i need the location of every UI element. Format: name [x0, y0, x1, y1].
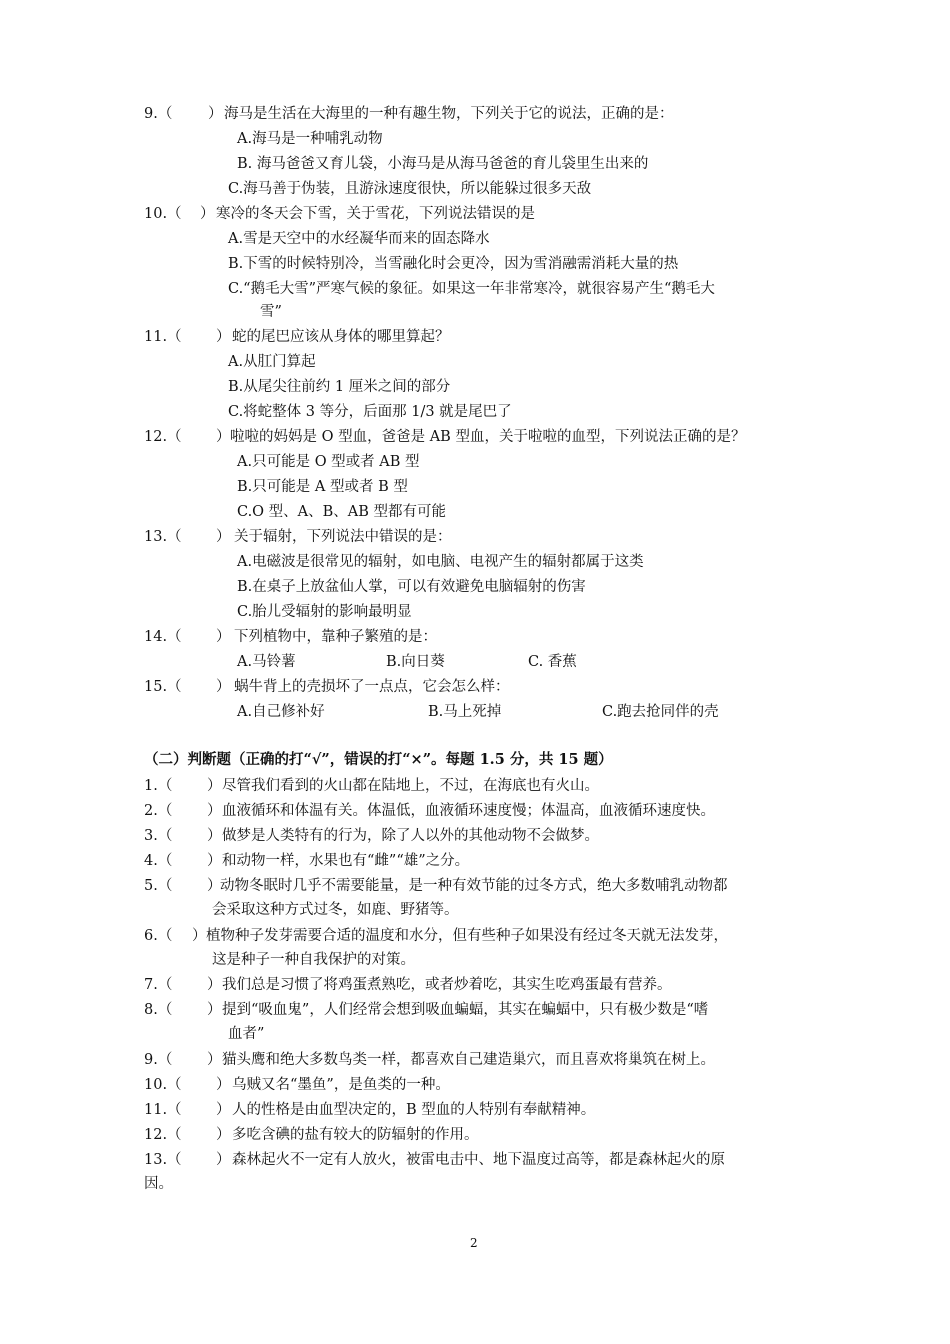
tf-q7-text: 我们总是习惯了将鸡蛋煮熟吃，或者炒着吃，其实生吃鸡蛋最有营养。 [222, 977, 672, 993]
mc-q10-answer-paren[interactable]: ） [200, 206, 215, 222]
mc-q14-stem: 下列植物中，靠种子繁殖的是： [234, 629, 437, 645]
mc-q10-number: 10.（ [144, 206, 182, 222]
tf-q6-text: 植物种子发芽需要合适的温度和水分，但有些种子如果没有经过冬天就无法发芽， [206, 928, 728, 944]
tf-q6-answer-paren[interactable]: ） [192, 928, 207, 944]
tf-q9-answer-paren[interactable]: ） [207, 1052, 222, 1068]
tf-q9-number: 9.（ [144, 1052, 173, 1068]
mc-q11-option-c: C.将蛇整体 3 等分，后面那 1/3 就是尾巴了 [228, 404, 512, 420]
mc-q14-option-b: B.向日葵 [386, 654, 445, 670]
mc-q14-answer-paren[interactable]: ） [216, 629, 231, 645]
mc-q11-option-b: B.从尾尖往前约 1 厘米之间的部分 [228, 379, 451, 395]
tf-q12-number: 12.（ [144, 1127, 182, 1143]
tf-q13-answer-paren[interactable]: ） [216, 1152, 231, 1168]
mc-q14-option-c: C. 香蕉 [528, 654, 577, 670]
mc-q10-option-c: C.“鹅毛大雪”严寒气候的象征。如果这一年非常寒冷，就很容易产生“鹅毛大 [228, 281, 715, 297]
tf-q11-answer-paren[interactable]: ） [216, 1102, 231, 1118]
tf-q10-answer-paren[interactable]: ） [216, 1077, 231, 1093]
tf-q11-text: 人的性格是由血型决定的，B 型血的人特别有奉献精神。 [232, 1102, 596, 1118]
mc-q11-answer-paren[interactable]: ） [216, 329, 231, 345]
mc-q9-option-c: C.海马善于伪装，且游泳速度很快，所以能躲过很多天敌 [228, 181, 592, 197]
tf-q6-text-cont: 这是种子一种自我保护的对策。 [212, 952, 415, 968]
mc-q15-number: 15.（ [144, 679, 182, 695]
tf-q9-text: 猫头鹰和绝大多数鸟类一样，都喜欢自己建造巢穴，而且喜欢将巢筑在树上。 [222, 1052, 715, 1068]
tf-q11-number: 11.（ [144, 1102, 182, 1118]
tf-q2-number: 2.（ [144, 803, 173, 819]
tf-q3-number: 3.（ [144, 828, 173, 844]
tf-q5-answer-paren[interactable]: ） [207, 878, 222, 894]
tf-q10-number: 10.（ [144, 1077, 182, 1093]
tf-q7-answer-paren[interactable]: ） [207, 977, 222, 993]
tf-q1-text: 尽管我们看到的火山都在陆地上，不过，在海底也有火山。 [222, 778, 599, 794]
mc-q9-option-b: B. 海马爸爸又育儿袋，小海马是从海马爸爸的育儿袋里生出来的 [237, 156, 649, 172]
mc-q14-number: 14.（ [144, 629, 182, 645]
mc-q13-option-b: B.在桌子上放盆仙人掌，可以有效避免电脑辐射的伤害 [237, 579, 586, 595]
mc-q11-number: 11.（ [144, 329, 182, 345]
mc-q10-option-a: A.雪是天空中的水经凝华而来的固态降水 [228, 231, 490, 247]
tf-q5-text-cont: 会采取这种方式过冬，如鹿、野猪等。 [212, 902, 459, 918]
mc-q14-option-a: A.马铃薯 [237, 654, 296, 670]
tf-q4-answer-paren[interactable]: ） [207, 853, 222, 869]
tf-q13-text: 森林起火不一定有人放火，被雷电击中、地下温度过高等，都是森林起火的原 [232, 1152, 725, 1168]
mc-q15-option-c: C.跑去抢同伴的壳 [602, 704, 719, 720]
mc-q10-option-b: B.下雪的时候特别冷，当雪融化时会更冷，因为雪消融需消耗大量的热 [228, 256, 679, 272]
mc-q9-option-a: A.海马是一种哺乳动物 [237, 131, 383, 147]
tf-q1-answer-paren[interactable]: ） [207, 778, 222, 794]
mc-q13-option-c: C.胎儿受辐射的影响最明显 [237, 604, 412, 620]
tf-q13-number: 13.（ [144, 1152, 182, 1168]
mc-q12-option-a: A.只可能是 O 型或者 AB 型 [237, 454, 420, 470]
mc-q9-answer-paren[interactable]: ） [208, 106, 223, 122]
tf-q10-text: 乌贼又名“墨鱼”，是鱼类的一种。 [232, 1077, 450, 1093]
mc-q15-answer-paren[interactable]: ） [216, 679, 231, 695]
mc-q15-option-b: B.马上死掉 [428, 704, 502, 720]
mc-q9-number: 9.（ [144, 106, 173, 122]
tf-q5-number: 5.（ [144, 878, 173, 894]
tf-q4-number: 4.（ [144, 853, 173, 869]
mc-q12-option-c: C.O 型、A、B、AB 型都有可能 [237, 504, 447, 520]
tf-q3-text: 做梦是人类特有的行为，除了人以外的其他动物不会做梦。 [222, 828, 599, 844]
mc-q12-number: 12.（ [144, 429, 182, 445]
tf-q12-answer-paren[interactable]: ） [216, 1127, 231, 1143]
mc-q10-stem: 寒冷的冬天会下雪，关于雪花，下列说法错误的是 [216, 206, 535, 222]
tf-q2-answer-paren[interactable]: ） [207, 803, 222, 819]
tf-q1-number: 1.（ [144, 778, 173, 794]
tf-q13-text-cont: 因。 [144, 1176, 173, 1192]
tf-q4-text: 和动物一样，水果也有“雌”“雄”之分。 [222, 853, 470, 869]
mc-q10-option-c-cont: 雪” [260, 304, 282, 320]
section2-heading: （二）判断题（正确的打“√”，错误的打“×”。每题 1.5 分，共 15 题） [144, 751, 613, 768]
mc-q9-stem: 海马是生活在大海里的一种有趣生物，下列关于它的说法，正确的是： [224, 106, 674, 122]
tf-q3-answer-paren[interactable]: ） [207, 828, 222, 844]
mc-q13-number: 13.（ [144, 529, 182, 545]
mc-q11-option-a: A.从肛门算起 [228, 354, 316, 370]
tf-q8-number: 8.（ [144, 1002, 173, 1018]
mc-q13-answer-paren[interactable]: ） [216, 529, 231, 545]
tf-q6-number: 6.（ [144, 928, 173, 944]
mc-q13-option-a: A.电磁波是很常见的辐射，如电脑、电视产生的辐射都属于这类 [237, 554, 644, 570]
mc-q12-option-b: B.只可能是 A 型或者 B 型 [237, 479, 408, 495]
tf-q8-answer-paren[interactable]: ） [207, 1002, 222, 1018]
tf-q8-text-cont: 血者” [228, 1026, 265, 1042]
mc-q15-option-a: A.自己修补好 [237, 704, 325, 720]
mc-q12-answer-paren[interactable]: ） [216, 429, 231, 445]
tf-q12-text: 多吃含碘的盐有较大的防辐射的作用。 [232, 1127, 479, 1143]
tf-q7-number: 7.（ [144, 977, 173, 993]
tf-q2-text: 血液循环和体温有关。体温低，血液循环速度慢；体温高，血液循环速度快。 [222, 803, 715, 819]
tf-q5-text: 动物冬眠时几乎不需要能量，是一种有效节能的过冬方式，绝大多数哺乳动物都 [220, 878, 728, 894]
mc-q11-stem: 蛇的尾巴应该从身体的哪里算起？ [232, 329, 450, 345]
page-number: 2 [470, 1236, 478, 1250]
tf-q8-text: 提到“吸血鬼”，人们经常会想到吸血蝙蝠，其实在蝙蝠中，只有极少数是“嗜 [222, 1002, 709, 1018]
mc-q12-stem: 啦啦的妈妈是 O 型血，爸爸是 AB 型血，关于啦啦的血型，下列说法正确的是？ [230, 429, 746, 445]
mc-q13-stem: 关于辐射，下列说法中错误的是： [234, 529, 452, 545]
mc-q15-stem: 蜗牛背上的壳损坏了一点点，它会怎么样： [234, 679, 510, 695]
